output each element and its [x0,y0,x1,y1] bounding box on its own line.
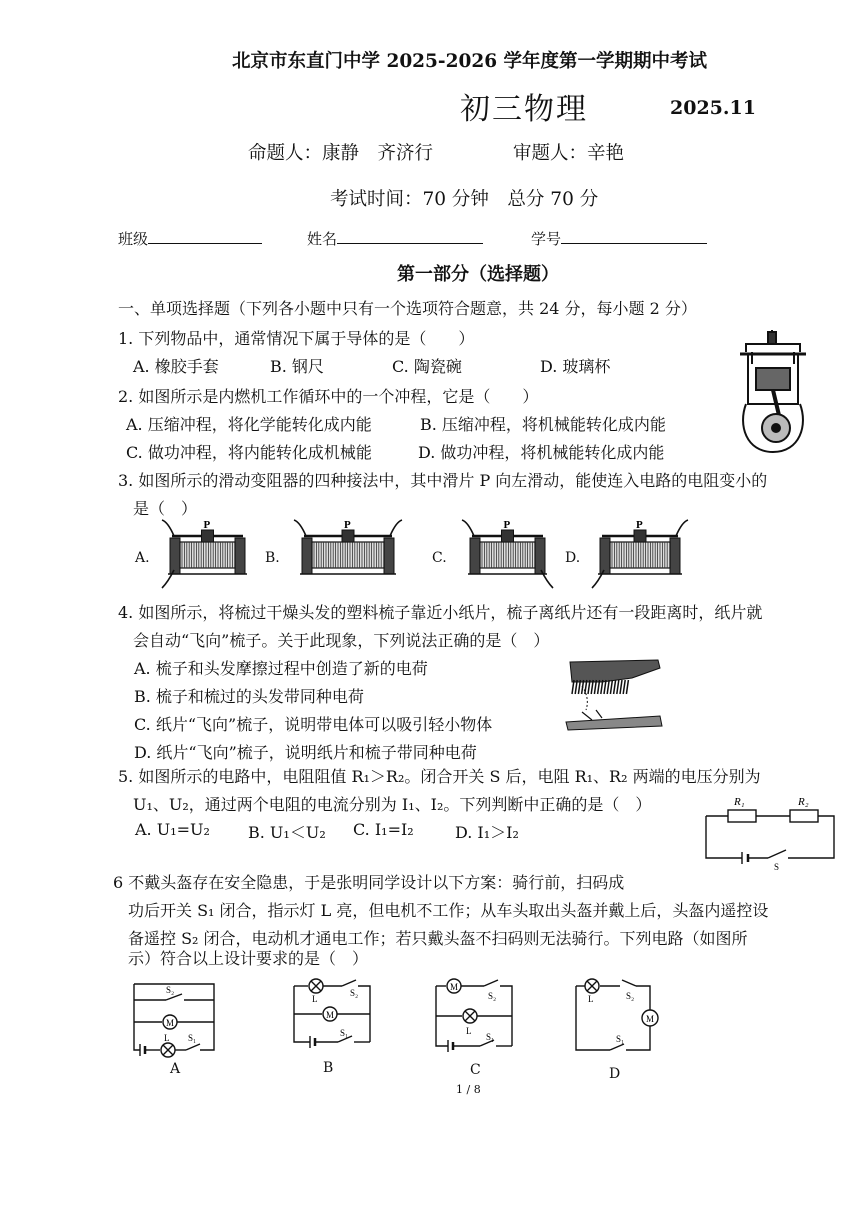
name-field [307,228,483,249]
q6c-l: L [466,1026,472,1036]
class-label: 班级 [118,230,149,248]
class-blank [148,243,262,244]
q6b-l: L [312,994,318,1004]
q6a-s2: S₂ [166,985,175,995]
q6c-m: M [450,982,459,992]
q6-stem-line4: 示）符合以上设计要求的是（ ） [128,949,369,968]
q6a-s1: S₁ [188,1033,197,1043]
q2-option-d: D. 做功冲程，将机械能转化成内能 [418,443,665,462]
student-id-label: 学号 [531,230,562,248]
q6d-s1: S₁ [616,1034,625,1044]
q5-stem-line1: 5. 如图所示的电路中，电阻阻值 R₁＞R₂。闭合开关 S 后，电阻 R₁、R₂ 两端的电压分别为 [118,767,761,786]
rheostat-figure-d [590,520,690,582]
q6a-m: M [166,1018,175,1028]
q6d-l: L [588,994,594,1004]
student-id-field [531,228,707,249]
svg-text:P: P [503,519,511,531]
q6d-m: M [646,1014,655,1024]
svg-text:P: P [344,519,351,531]
q5-option-d: D. I₁＞I₂ [455,823,519,842]
q4-option-c: C. 纸片“飞向”梳子，说明带电体可以吸引轻小物体 [134,715,493,734]
q6-circuit-b [286,970,382,1056]
q6-circuit-d [570,972,666,1058]
q1-option-d: D. 玻璃杯 [540,357,611,376]
q6-label-b: B [323,1060,334,1076]
q6-stem-line1: 6 不戴头盔存在安全隐患，于是张明同学设计以下方案：骑行前，扫码成 [113,873,625,892]
subject-title: 初三物理 [460,92,588,127]
q3-stem-line1: 3. 如图所示的滑动变阻器的四种接法中，其中滑片 P 向左滑动，能使连入电路的电阻变小的 [118,471,768,490]
q6-circuit-a [126,978,226,1060]
rheostat-figure-a [160,520,255,582]
question-authors: 命题人：康静 齐济行 [248,143,434,164]
class-field [118,228,262,249]
q6c-s1: S₁ [486,1032,495,1042]
q1-option-a: A. 橡胶手套 [133,357,219,376]
svg-text:P: P [203,519,211,531]
q2-option-b: B. 压缩冲程，将机械能转化成内能 [420,415,666,434]
q5-r2-label: R₂ [798,796,809,808]
exam-date: 2025.11 [670,97,756,119]
q2-option-a: A. 压缩冲程，将化学能转化成内能 [126,415,372,434]
rheostat-figure-b [292,520,404,582]
q5-switch-label: S [774,862,780,872]
q6b-s2: S₂ [350,988,359,998]
svg-text:P: P [636,519,643,531]
comb-paper-figure [562,652,666,732]
rheostat-figure-c [460,520,555,582]
q6-stem-line2: 功后开关 S₁ 闭合，指示灯 L 亮，但电机不工作；从车头取出头盔并戴上后，头盔内遥控设 [128,901,769,920]
q5-series-circuit [700,792,840,872]
q2-stem: 2. 如图所示是内燃机工作循环中的一个冲程，它是（ ） [118,387,539,406]
q4-option-b: B. 梳子和梳过的头发带同种电荷 [134,687,364,706]
question-reviewer: 审题人：辛艳 [513,143,625,164]
q5-option-c: C. I₁=I₂ [353,820,414,839]
q6b-s1: S₁ [340,1028,349,1038]
name-label: 姓名 [307,230,338,248]
q6a-l: L [164,1033,170,1043]
q3-stem-line2: 是（ ） [133,499,198,518]
q3-label-c: C. [432,550,447,566]
q5-option-a: A. U₁=U₂ [135,820,210,839]
q5-stem-line2: U₁、U₂，通过两个电阻的电流分别为 I₁、I₂。下列判断中正确的是（ ） [133,795,652,814]
q3-label-b: B. [265,550,280,566]
engine-stroke-figure [738,330,808,455]
page-number: 1 / 8 [456,1083,481,1096]
q6-label-c: C [470,1062,481,1078]
q4-stem-line1: 4. 如图所示，将梳过干燥头发的塑料梳子靠近小纸片，梳子离纸片还有一段距离时，纸片就 [118,603,763,622]
section-instruction: 一、单项选择题（下列各小题中只有一个选项符合题意，共 24 分，每小题 2 分） [118,299,697,318]
q2-option-c: C. 做功冲程，将内能转化成机械能 [126,443,372,462]
q4-option-d: D. 纸片“飞向”梳子，说明纸片和梳子带同种电荷 [134,743,477,762]
q6-stem-line3: 备遥控 S₂ 闭合，电动机才通电工作；若只戴头盔不扫码则无法骑行。下列电路（如图所 [128,929,748,948]
q5-option-b: B. U₁＜U₂ [248,823,326,842]
q3-label-d: D. [565,550,581,566]
q3-label-a: A. [135,550,150,566]
q6-circuit-c [428,972,524,1058]
q4-stem-line2: 会自动“飞向”梳子。关于此现象，下列说法正确的是（ ） [133,631,550,650]
q1-option-b: B. 钢尺 [270,357,324,376]
q1-stem: 1. 下列物品中，通常情况下属于导体的是（ ） [118,329,475,348]
q6b-m: M [326,1010,335,1020]
q4-option-a: A. 梳子和头发摩擦过程中创造了新的电荷 [134,659,428,678]
student-id-blank [561,243,707,244]
q6d-s2: S₂ [626,991,635,1001]
name-blank [337,243,483,244]
exam-time-score: 考试时间：70 分钟 总分 70 分 [330,189,599,210]
q5-r1-label: R₁ [734,796,745,808]
q6-label-a: A [170,1061,181,1077]
q1-option-c: C. 陶瓷碗 [392,357,462,376]
q6c-s2: S₂ [488,991,497,1001]
school-exam-title: 北京市东直门中学 2025-2026 学年度第一学期期中考试 [232,51,708,72]
q6-label-d: D [609,1066,621,1082]
section-title: 第一部分（选择题） [397,264,559,285]
